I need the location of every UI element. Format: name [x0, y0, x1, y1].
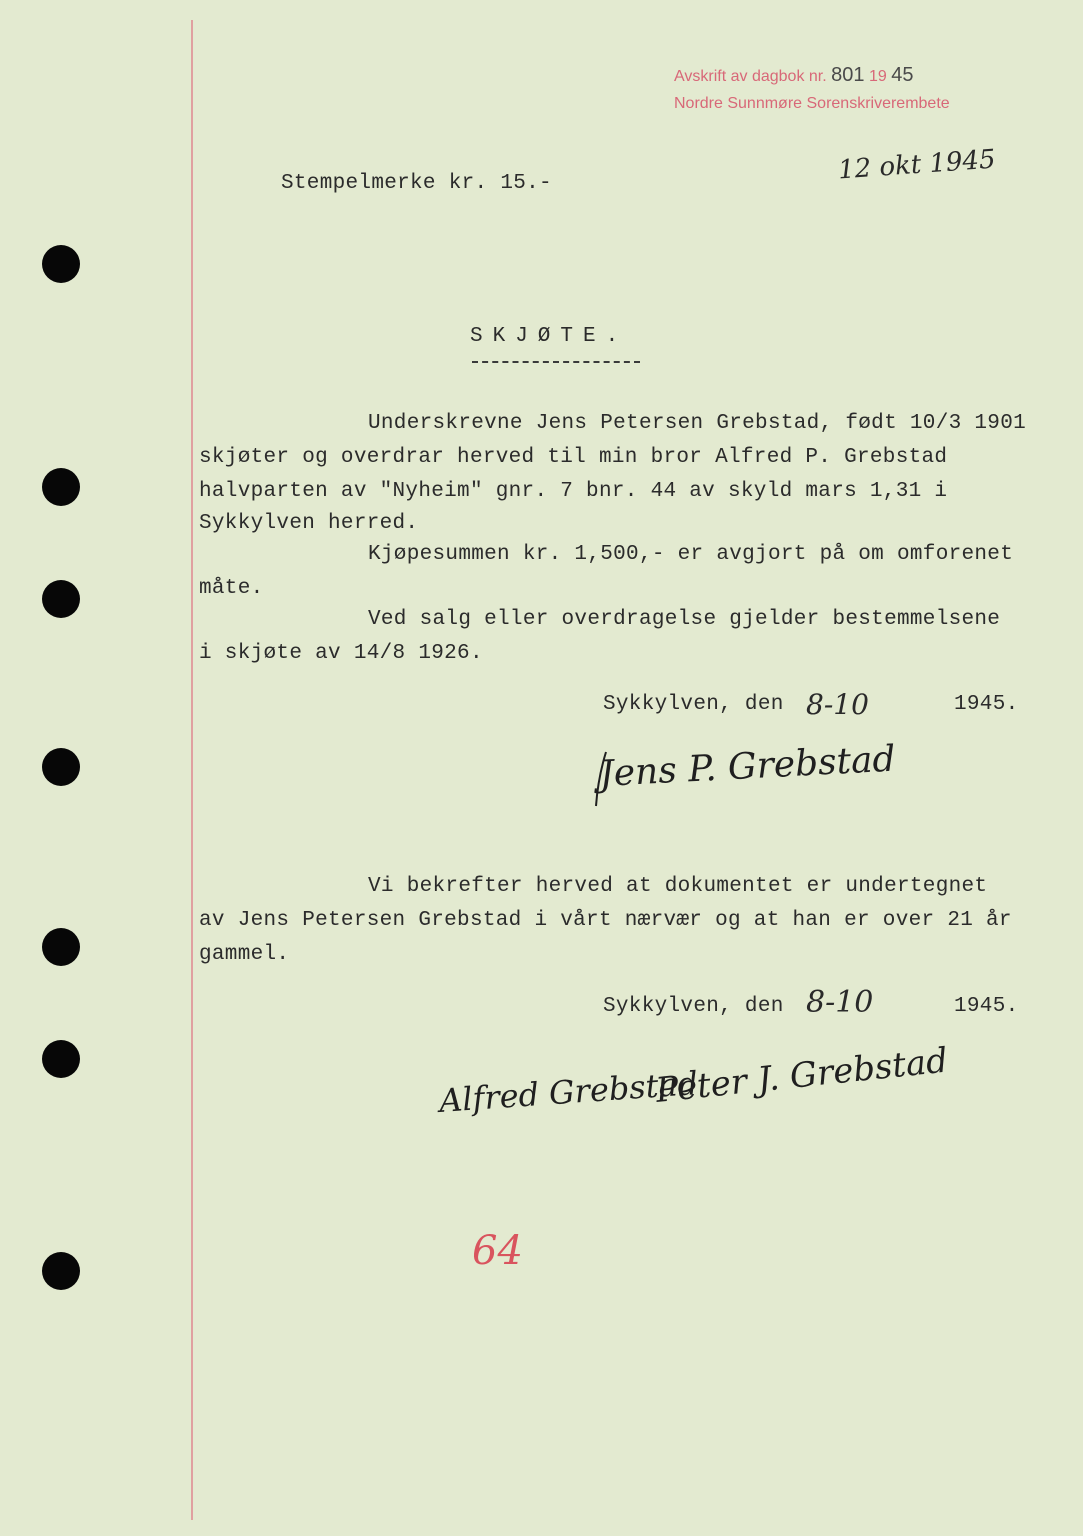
stamp-fee: Stempelmerke kr. 15.- [281, 172, 552, 195]
place-date-2 [603, 995, 784, 1018]
handwritten-date-2: 8-10 [806, 985, 874, 1020]
year-1: 1945. [954, 693, 1019, 716]
witness-signature-1: Alfred Grebstad [437, 1063, 700, 1120]
body-line: halvparten av "Nyheim" gnr. 7 bnr. 44 av skyld mars 1,31 i [199, 480, 948, 503]
registry-stamp-line2: Nordre Sunnmøre Sorenskriverembete [674, 95, 950, 112]
year-prefix: 19 [868, 68, 887, 85]
body-line: i skjøte av 14/8 1926. [199, 642, 483, 665]
witness-line: Vi bekrefter herved at dokumentet er undertegnet [368, 875, 988, 898]
body-line: skjøter og overdrar herved til min bror Alfred P. Grebstad [199, 446, 948, 469]
stamp-prefix: Avskrift av dagbok nr. [674, 68, 827, 85]
body-line: Underskrevne Jens Petersen Grebstad, født 10/3 1901 [368, 412, 1027, 435]
registry-stamp-line1 [674, 64, 913, 87]
dagbok-number: 801 [831, 64, 865, 86]
witness-signatures [432, 1040, 972, 1140]
handwritten-date-1: 8-10 [806, 688, 869, 721]
punch-hole [42, 748, 80, 786]
title-underline [472, 361, 640, 363]
witness-line: av Jens Petersen Grebstad i vårt nærvær og at han er over 21 år [199, 909, 1012, 932]
punch-hole [42, 1252, 80, 1290]
document-title: SKJØTE. [470, 325, 629, 348]
witness-signature-2: Peter J. Grebstad [653, 1040, 950, 1111]
svg-text:Jens P. Grebstad: Jens P. Grebstad [598, 738, 897, 795]
year-suffix: 45 [891, 64, 914, 86]
handwritten-date: 12 okt 1945 [837, 144, 997, 186]
punch-hole [42, 1040, 80, 1078]
punch-hole [42, 245, 80, 283]
year-2: 1945. [954, 995, 1019, 1018]
punch-hole [42, 928, 80, 966]
red-handwritten-mark: 64 [472, 1228, 523, 1274]
seller-signature [590, 738, 920, 813]
punch-hole [42, 468, 80, 506]
witness-line: gammel. [199, 943, 290, 966]
punch-hole [42, 580, 80, 618]
place: Sykkylven, den [603, 693, 784, 716]
body-line: Kjøpesummen kr. 1,500,- er avgjort på om omforenet [368, 543, 1014, 566]
place: Sykkylven, den [603, 995, 784, 1018]
body-line: Ved salg eller overdragelse gjelder bestemmelsene [368, 608, 1001, 631]
body-line: måte. [199, 577, 264, 600]
place-date-1 [603, 693, 784, 716]
body-line: Sykkylven herred. [199, 512, 419, 535]
margin-line [191, 20, 193, 1520]
